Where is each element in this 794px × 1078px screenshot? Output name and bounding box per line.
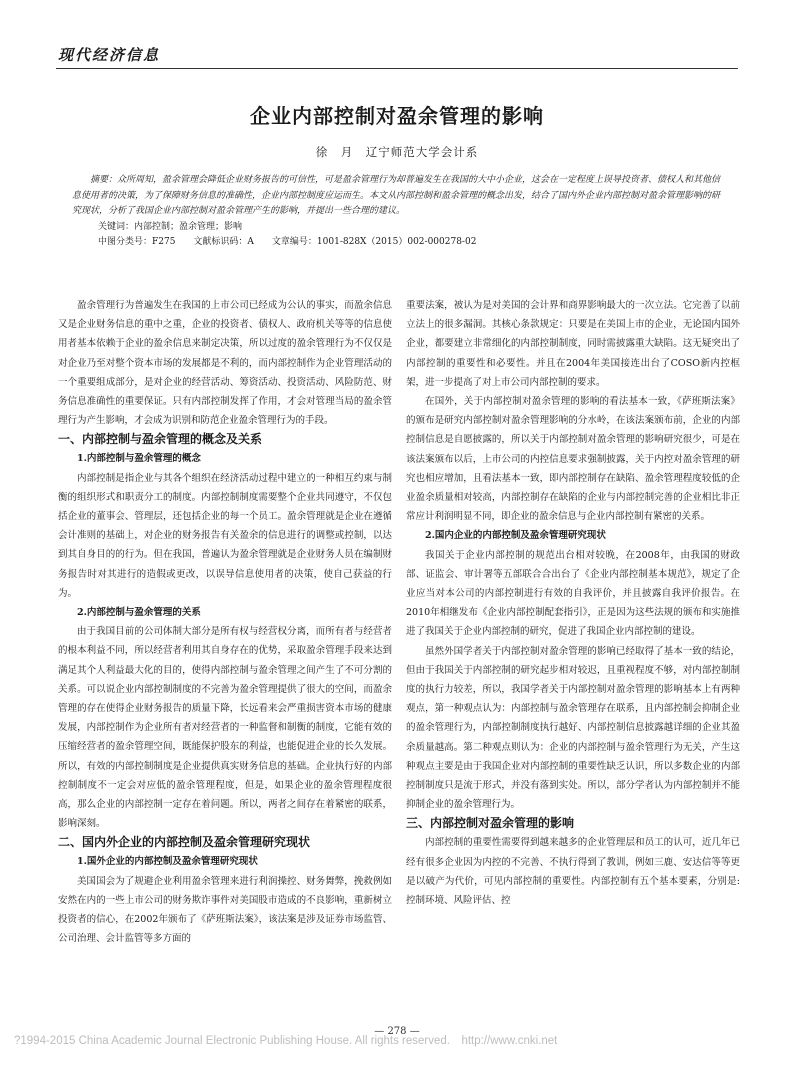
abstract-text: 摘要：众所周知，盈余管理会降低企业财务报告的可信性，可是盈余管理行为却普遍发生在我国的大中小企业，这会在一定程度上误导投资者、债权人和其他信息使用者的决策，为了保障财务信息的准确性，企业内部控制度应运而生。本文从内部控制和盈余管理的概念出发，结合了国内外企业内部控制对盈余管理影响的研究现状，分析了我国企业内部控制对盈余管理产生的影响，并提出一些合理的建议。	[72, 175, 721, 216]
journal-name: 现代经济信息	[58, 46, 161, 64]
paragraph: 我国关于企业内部控制的规范出台相对较晚，在2008年，由我国的财政部、证监会、审计署等五部联合合出台了《企业内部控制基本规范》，规定了企业应当对本公司的内部控制进行有效的自我评价，并且披露自我评价报告。在2010年相继发布《企业内部控制配套指引》，正是因为这些法规的颁布和实施推进了我国关于企业内部控制的研究，促进了我国企业内部控制的建设。	[406, 549, 740, 638]
paragraph: 重要法案，被认为是对美国的会计界和商界影响最大的一次立法。它完善了以前立法上的很多漏洞。其核心条款规定：只要是在美国上市的企业，无论国内国外企业，都要建立非常细化的内部控制制度，同时需披露重大缺陷。这无疑突出了内部控制的重要性和必要性。并且在2004年美国接连出台了COSO新内控框架，进一步提高了对上市公司内部控制的要求。	[406, 300, 740, 388]
subsection-heading: 2.内部控制与盈余管理的关系	[77, 607, 201, 619]
paragraph: 盈余管理行为普遍发生在我国的上市公司已经成为公认的事实，而盈余信息又是企业财务信息的重中之重，企业的投资者、债权人、政府机关等等的信息使用者基本依赖于企业的盈余信息来制定决策，所以过度的盈余管理行为不仅仅是对企业乃至对整个资本市场的发展都是不利的，而内部控制作为企业管理活动的一个重要组成部分，是对企业的经营活动、筹资活动、投资活动、风险防范、财务信息准确性的重要保证。只有内部控制发挥了作用，才会对管理当局的盈余管理行为产生影响，才会成为识别和防范企业盈余管理行为的手段。	[58, 300, 392, 427]
classification-info: 中图分类号：F275 文献标识码：A 文章编号：1001-828X（2015）002-000278-02	[98, 237, 477, 247]
left-column	[58, 296, 392, 949]
section-heading: 二、国内外企业的内部控制及盈余管理研究现状	[58, 835, 311, 850]
author-affiliation: 徐 月 辽宁师范大学会计系	[315, 145, 479, 159]
paragraph: 内部控制的重要性需要得到越来越多的企业管理层和员工的认可，近几年已经有很多企业因为内控的不完善、不执行得到了教训，例如三鹿、安达信等等更是以破产为代价，可见内部控制的重要性。内部控制有五个基本要素，分别是:控制环境、风险评估、控	[406, 837, 740, 907]
keywords: 关键词：内部控制；盈余管理；影响	[98, 221, 243, 232]
article-title: 企业内部控制对盈余管理的影响	[250, 104, 544, 128]
paragraph: 虽然外国学者关于内部控制对盈余管理的影响已经取得了基本一致的结论，但由于我国关于内部控制的研究起步相对较迟，且重视程度不够，对内部控制制度的执行力较差，所以，我国学者关于内部控制对盈余管理的影响基本上有两种观点，第一种观点认为：内部控制与盈余管理存在联系，且内部控制会抑制企业的盈余管理行为，内部控制制度执行越好、内部控制信息披露越详细的企业其盈余质量越高。第二种观点则认为：企业的内部控制与盈余管理行为无关，产生这种观点主要是由于我国企业对内部控制的重要性缺乏认识，所以多数企业的内部控制制度只是流于形式，并没有落到实处。所以，部分学者认为内部控制并不能抑制企业的盈余管理行为。	[406, 645, 740, 811]
section-heading: 一、内部控制与盈余管理的概念及关系	[58, 432, 263, 447]
subsection-heading: 1.国外企业的内部控制及盈余管理研究现状	[77, 856, 258, 868]
paragraph: 在国外，关于内部控制对盈余管理的影响的看法基本一致，《萨班斯法案》的颁布是研究内部控制对盈余管理影响的分水岭，在该法案颁布前，企业的内部控制信息是自愿披露的，所以关于内部控制对盈余管理的影响研究很少，可是在该法案颁布以后，上市公司的内控信息要求强制披露，关于内控对盈余管理的研究也相应增加，且看法基本一致，即内部控制存在缺陷、盈余管理程度较低的企业盈余质量相对较高，内部控制存在缺陷的企业与内部控制完善的企业相比非正常应计利润明显不同，即企业的盈余信息与企业内部控制有紧密的关系。	[406, 396, 740, 523]
header-rule	[56, 68, 738, 69]
abstract-block	[72, 173, 722, 251]
paragraph: 美国国会为了规避企业利用盈余管理来进行利润操控、财务舞弊，挽救例如安然在内的一些上市公司的财务欺诈事件对美国股市造成的不良影响，重新树立投资者的信心，在2002年颁布了《萨班斯法案》，该法案是涉及证券市场监管、公司治理、会计监管等多方面的	[58, 875, 392, 945]
right-column	[406, 296, 740, 910]
paragraph: 由于我国目前的公司体制大部分是所有权与经营权分离，而所有者与经营者的根本利益不同，所以经营者利用其自身存在的优势，采取盈余管理手段来达到满足其个人利益最大化的目的，使得内部控制与盈余管理之间产生了不可分割的关系。可以说企业内部控制制度的不完善为盈余管理提供了很大的空间，而盈余管理的存在使得企业财务报告的质量下降，长远看来会严重损害资本市场的健康发展，内部控制作为企业所有者对经营者的一种监督和制衡的制度，它能有效的压缩经营者的盈余管理空间，既能保护股东的利益，也能促进企业的长久发展。所以，有效的内部控制制度是企业提供真实财务信息的基础。企业执行好的内部控制制度不一定会对应低的盈余管理程度，但是，如果企业的盈余管理程度很高，那么企业的内部控制一定存在着问题。所以，两者之间存在着紧密的联系，影响深刻。	[58, 626, 392, 830]
subsection-heading: 1.内部控制与盈余管理的概念	[77, 453, 201, 465]
paragraph: 内部控制是指企业与其各个组织在经济活动过程中建立的一种相互约束与制衡的组织形式和职责分工的制度。内部控制制度需要整个企业共同遵守，不仅包括企业的董事会、管理层，还包括企业的每一个员工。盈余管理就是企业在遵循会计准则的基础上，对企业的财务报告有关盈余的信息进行的调整或控制，以达到其自身目的的行为。但在我国，普遍认为盈余管理就是企业财务人员在编制财务报告时对其进行的造假或更改，以误导信息使用者的决策，使自己获益的行为。	[58, 472, 392, 599]
subsection-heading: 2.国内企业的内部控制及盈余管理研究现状	[425, 530, 606, 542]
copyright-footer: ?1994-2015 China Academic Journal Electronic Publishing House. All rights reserved. http://www.cnki.net	[14, 1035, 558, 1047]
section-heading: 三、内部控制对盈余管理的影响	[406, 816, 575, 831]
page-number: — 278 —	[374, 1026, 420, 1037]
